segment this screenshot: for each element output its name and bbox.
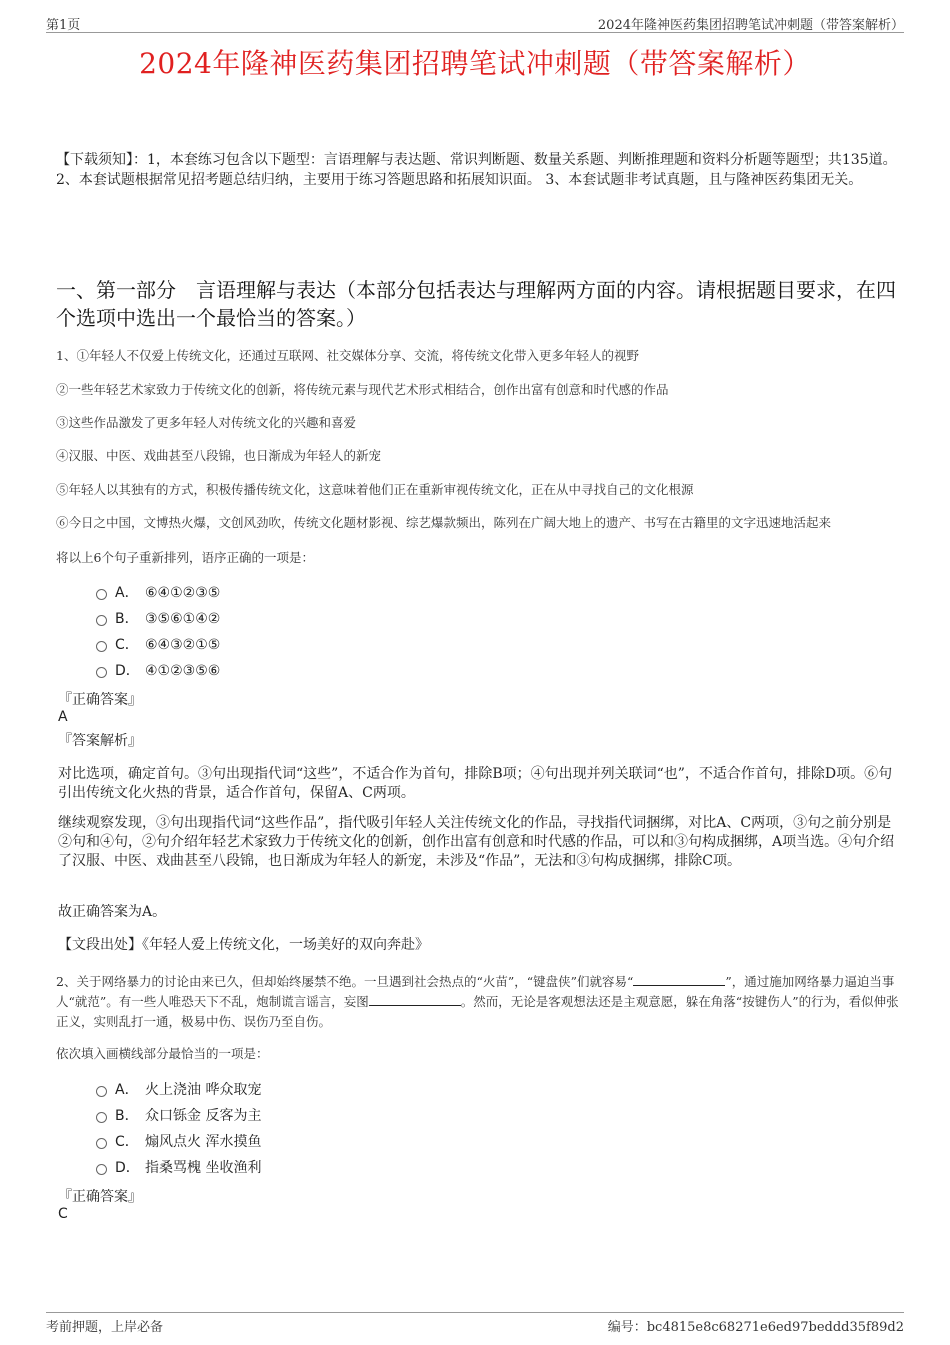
option-letter: C． xyxy=(115,637,139,653)
q2-blank-2 xyxy=(369,993,461,1006)
q1-option-b[interactable] xyxy=(96,606,220,632)
option-text: ④①②③⑤⑥ xyxy=(145,663,221,679)
option-text: 指桑骂槐 坐收渔利 xyxy=(145,1160,262,1176)
option-letter: D． xyxy=(115,1160,140,1176)
option-text: ⑥④①②③⑤ xyxy=(145,585,221,601)
section-title: 一、第一部分 言语理解与表达（本部分包括表达与理解两方面的内容。请根据题目要求，在四个选项中选出一个最恰当的答案。） xyxy=(56,278,896,330)
page-header xyxy=(46,14,904,33)
radio-icon[interactable] xyxy=(96,667,107,678)
q2-blank-1 xyxy=(633,973,725,986)
q2-answer-label: 『正确答案』 xyxy=(58,1189,142,1205)
option-text: 火上浇油 哗众取宠 xyxy=(145,1082,262,1098)
q1-analysis-1: 对比选项，确定首句。③句出现指代词“这些”，不适合作为首句，排除B项；④句出现并列关联词“也”，不适合作首句，排除D项。⑥句引出传统文化火热的背景，适合作首句，保留A、C两项。 xyxy=(58,766,893,801)
q2-stem-part-3: 。然而，无论是客观想法还是主观意愿，躲在角落“按键伤人”的行为，看似伸张正义，实则乱打一通，极易中伤、误伤乃至自伤。 xyxy=(56,994,899,1029)
q1-analysis-3: 故正确答案为A。 xyxy=(58,904,167,920)
q1-sentence-1: 1、①年轻人不仅爱上传统文化，还通过互联网、社交媒体分享、交流，将传统文化带入更多年轻人的视野 xyxy=(56,348,639,363)
footer-slogan: 考前押题，上岸必备 xyxy=(46,1320,164,1335)
q1-sentence-2: ②一些年轻艺术家致力于传统文化的创新，将传统元素与现代艺术形式相结合，创作出富有创意和时代感的作品 xyxy=(56,382,669,397)
q1-options xyxy=(96,580,220,684)
radio-icon[interactable] xyxy=(96,1086,107,1097)
page-footer xyxy=(46,1312,904,1335)
q1-sentence-3: ③这些作品激发了更多年轻人对传统文化的兴趣和喜爱 xyxy=(56,415,357,430)
radio-icon[interactable] xyxy=(96,1112,107,1123)
radio-icon[interactable] xyxy=(96,1164,107,1175)
q1-sentence-6: ⑥今日之中国，文博热火爆，文创风劲吹，传统文化题材影视、综艺爆款频出，陈列在广阔大地上的遗产、书写在古籍里的文字迅速地活起来 xyxy=(56,515,832,530)
q2-option-c[interactable] xyxy=(96,1129,261,1155)
q1-prompt: 将以上6个句子重新排列，语序正确的一项是： xyxy=(56,550,314,565)
q1-source: 【文段出处】《年轻人爱上传统文化，一场美好的双向奔赴》 xyxy=(58,937,429,953)
q2-option-a[interactable] xyxy=(96,1077,261,1103)
q1-option-a[interactable] xyxy=(96,580,220,606)
radio-icon[interactable] xyxy=(96,589,107,600)
option-letter: D． xyxy=(115,663,140,679)
page-title: 2024年隆神医药集团招聘笔试冲刺题（带答案解析） xyxy=(139,47,811,80)
radio-icon[interactable] xyxy=(96,1138,107,1149)
option-letter: A． xyxy=(115,585,139,601)
q2-answer: C xyxy=(58,1206,68,1222)
q1-option-d[interactable] xyxy=(96,658,220,684)
q1-sentence-5: ⑤年轻人以其独有的方式，积极传播传统文化，这意味着他们正在重新审视传统文化，正在从中寻找自己的文化根源 xyxy=(56,482,694,497)
q2-stem-part-1: 2、关于网络暴力的讨论由来已久，但却始终屡禁不绝。一旦遇到社会热点的“火苗”，“键盘侠”们就容易“ xyxy=(56,974,634,989)
q2-prompt: 依次填入画横线部分最恰当的一项是： xyxy=(56,1046,269,1061)
option-letter: B． xyxy=(115,611,139,627)
q1-answer: A xyxy=(58,709,68,725)
q1-option-c[interactable] xyxy=(96,632,220,658)
q1-answer-label: 『正确答案』 xyxy=(58,692,142,708)
q2-options xyxy=(96,1077,261,1181)
q2-option-b[interactable] xyxy=(96,1103,261,1129)
option-text: 众口铄金 反客为主 xyxy=(145,1108,262,1124)
q2-stem-part-2: ”，通过施加网络暴力逼迫当事人“就范”。有一些人唯恐天下不乱，炮制谎言谣言，妄图 xyxy=(56,974,895,1009)
q1-analysis-2: 继续观察发现，③句出现指代词“这些作品”，指代吸引年轻人关注传统文化的作品，寻找指代词捆绑，对比A、C两项，③句之前分别是②句和④句，②句介绍年轻艺术家致力于传统文化的创新，创作出富有创意和时代感的作品，可以和③句构成捆绑，A项当选。④句介绍了汉服、中医、戏曲甚至八段锦，也日渐成为年轻人的新宠，未涉及“作品”，无法和③句构成捆绑，排除C项。 xyxy=(58,815,895,869)
header-doc-title: 2024年隆神医药集团招聘笔试冲刺题（带答案解析） xyxy=(597,18,904,33)
q2-option-d[interactable] xyxy=(96,1155,261,1181)
option-letter: A． xyxy=(115,1082,139,1098)
option-text: ③⑤⑥①④② xyxy=(145,611,221,627)
q1-sentence-4: ④汉服、中医、戏曲甚至八段锦，也日渐成为年轻人的新宠 xyxy=(56,448,382,463)
option-letter: B． xyxy=(115,1108,139,1124)
radio-icon[interactable] xyxy=(96,641,107,652)
q1-analysis-label: 『答案解析』 xyxy=(58,733,142,749)
page-number: 第1页 xyxy=(46,18,81,33)
option-text: 煽风点火 浑水摸鱼 xyxy=(145,1134,262,1150)
footer-serial: 编号：bc4815e8c68271e6ed97beddd35f89d2 xyxy=(607,1320,904,1335)
option-text: ⑥④③②①⑤ xyxy=(145,637,221,653)
download-notice: 【下载须知】：1，本套练习包含以下题型：言语理解与表达题、常识判断题、数量关系题、判断推理题和资料分析题等题型；共135道。 2、本套试题根据常见招考题总结归纳，主要用于练习答题思路和拓展知识面。 3、本套试题非考试真题，且与隆神医药集团无关。 xyxy=(56,152,897,188)
option-letter: C． xyxy=(115,1134,139,1150)
radio-icon[interactable] xyxy=(96,615,107,626)
q2-stem xyxy=(56,972,902,1032)
